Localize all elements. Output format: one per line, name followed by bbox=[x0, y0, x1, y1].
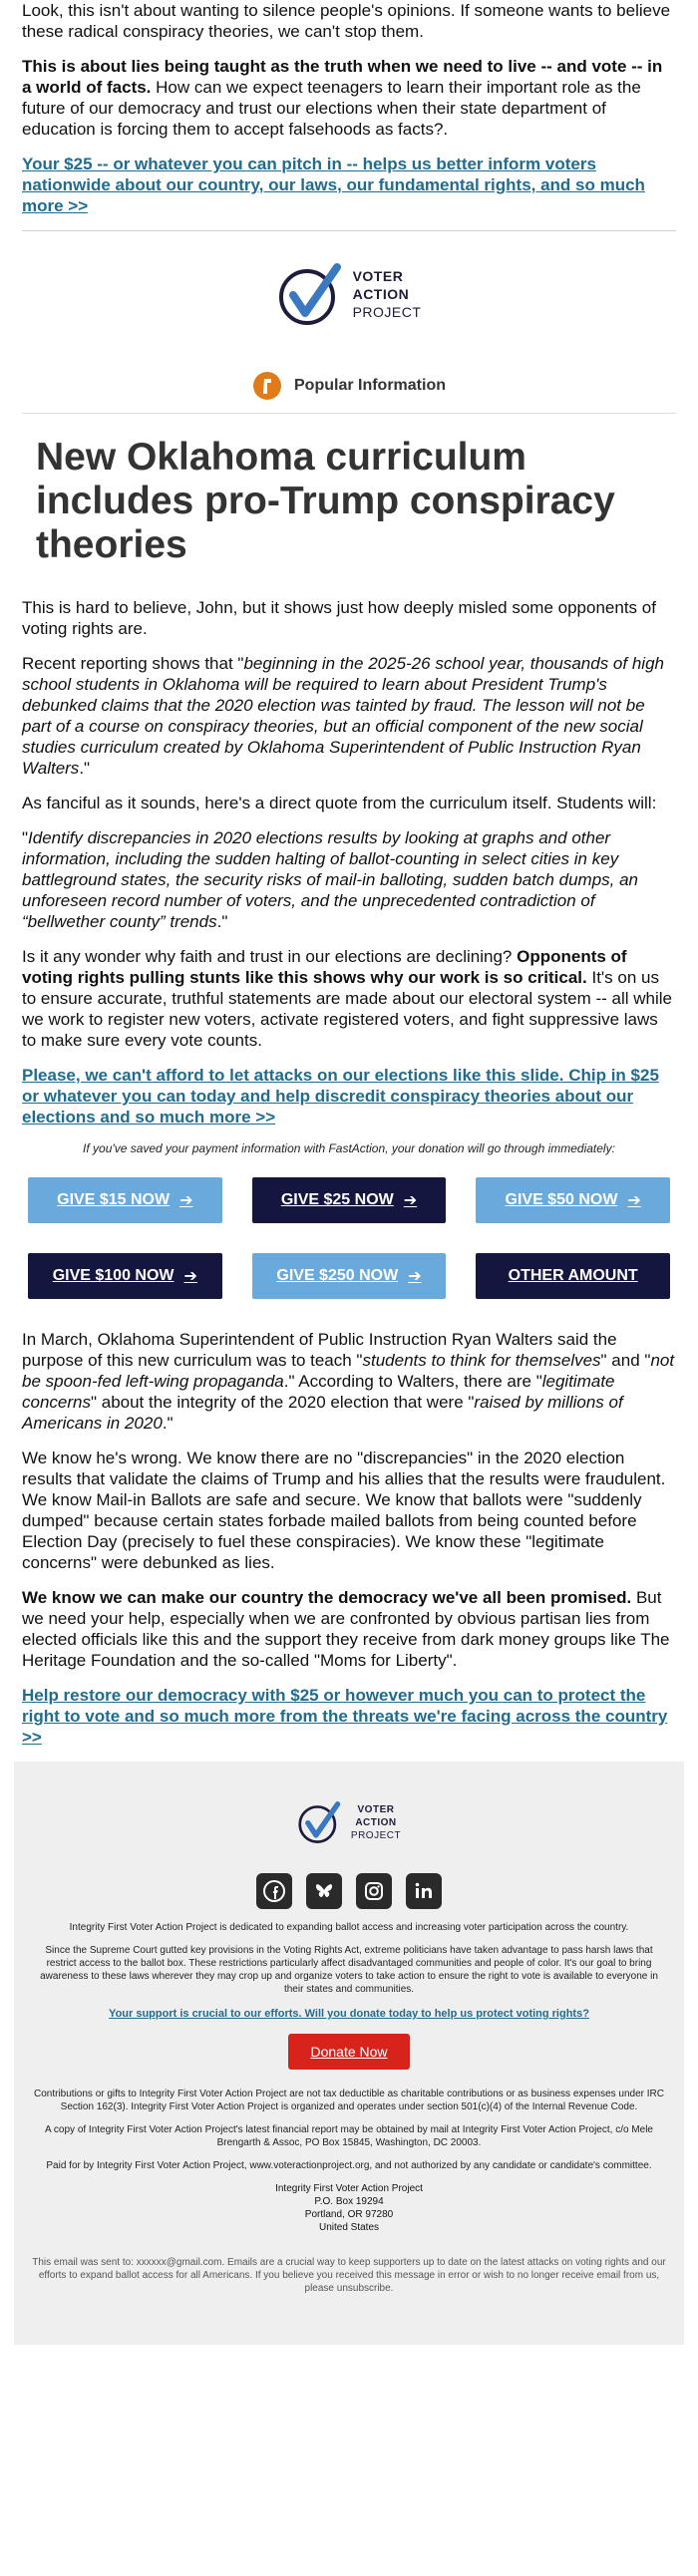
address-line-4: United States bbox=[318, 2222, 380, 2233]
donate-button-label: OTHER AMOUNT bbox=[508, 1267, 638, 1284]
address-line-2: P.O. Box 19294 bbox=[314, 2196, 384, 2207]
article-paragraph-4 bbox=[22, 827, 676, 932]
popular-information-icon bbox=[252, 371, 282, 401]
logo-line-3: PROJECT bbox=[352, 304, 422, 320]
address-line-1: Integrity First Voter Action Project bbox=[275, 2183, 423, 2194]
article-headline: New Oklahoma curriculum includes pro-Trump conspiracy theories bbox=[36, 436, 615, 566]
arrow-right-icon: ➔ bbox=[627, 1192, 641, 1209]
donate-button-label: GIVE $50 NOW bbox=[505, 1191, 618, 1208]
p6-quote-2: not be spoon-fed left-wing propaganda bbox=[22, 1351, 675, 1391]
p6-quote-1: students to think for themselves bbox=[362, 1351, 601, 1370]
curriculum-quote: Identify discrepancies in 2020 elections results by looking at graphs and other information, including the sudden halting of ballot-counting in select cities in key battleground states, the security risks of mail-in balloting, sudden batch dumps, an unforeseen record number of voters, and the unprecedented contradiction of “bellwether county” trends bbox=[22, 828, 639, 931]
footer-logo bbox=[32, 1801, 666, 1843]
arrow-right-icon: ➔ bbox=[183, 1268, 197, 1285]
donate-button-label: GIVE $100 NOW bbox=[52, 1267, 174, 1284]
footer-logo-wordmark bbox=[351, 1803, 401, 1842]
source-name: Popular Information bbox=[294, 377, 446, 394]
reporting-quote: beginning in the 2025-26 school year, thousands of high school students in Oklahoma will be required to learn about President Trump's debunked claims that the 2020 election was tainted by fraud. The lesson will not be part of a course on conspiracy theories, but an official component of the new social studies curriculum created by Oklahoma Superintendent of Public Instruction Ryan Walters bbox=[22, 654, 664, 778]
footer-address bbox=[32, 2182, 666, 2234]
footer-support-link[interactable]: Your support is crucial to our efforts. Will you donate today to help us protect voting rights? bbox=[109, 2008, 589, 2020]
p5-lead: Is it any wonder why faith and trust in our elections are declining? bbox=[22, 947, 518, 966]
p6-c: ." According to Walters, there are " bbox=[283, 1372, 542, 1391]
donate-button-1[interactable] bbox=[252, 1177, 447, 1223]
donate-link-1[interactable]: Your $25 -- or whatever you can pitch in -- helps us better inform voters nationwide about our country, our laws, our fundamental rights, and so much more >> bbox=[22, 155, 645, 215]
donate-button-3[interactable] bbox=[28, 1253, 222, 1299]
checkmark-logo-icon bbox=[277, 263, 345, 325]
footer-mission: Integrity First Voter Action Project is dedicated to expanding ballot access and increasing voter participation across the country. bbox=[69, 1922, 629, 1933]
p8-bold: We know we can make our country the democracy we've all been promised. bbox=[22, 1588, 632, 1607]
voter-action-project-logo bbox=[22, 231, 676, 355]
facebook-icon[interactable] bbox=[256, 1873, 292, 1909]
footer-paid-for: Paid for by Integrity First Voter Action Project, www.voteractionproject.org, and not authorized by any candidate or candidate's committee. bbox=[46, 2160, 652, 2171]
logo-line-3: PROJECT bbox=[350, 1829, 402, 1841]
article-paragraph-2 bbox=[22, 653, 676, 779]
intro-rest: How can we expect teenagers to learn their important role as the future of our democracy and trust our elections when their state department of education is forcing them to accept falsehoods as facts?. bbox=[22, 78, 641, 139]
donate-button-label: GIVE $15 NOW bbox=[57, 1191, 171, 1208]
article-paragraph-6 bbox=[22, 1329, 676, 1434]
donate-link-3[interactable]: Help restore our democracy with $25 or however much you can to protect the right to vote and so much more from the threats we're facing across the country >> bbox=[22, 1686, 668, 1747]
address-line-3: Portland, OR 97280 bbox=[304, 2209, 394, 2220]
logo-wordmark bbox=[353, 267, 422, 321]
p8-rest: But we need your help, especially when we are confronted by obvious partisan lies from elected officials like this and the support they receive from dark money groups like The Heritage Foundation and the so-called "Moms for Liberty". bbox=[22, 1588, 670, 1670]
logo-line-1: VOTER bbox=[352, 268, 404, 284]
intro-bold: This is about lies being taught as the truth when we need to live -- and vote -- in a world of facts. bbox=[22, 57, 663, 97]
quote-open: Recent reporting shows that " bbox=[22, 654, 244, 673]
donate-button-5[interactable] bbox=[476, 1253, 670, 1299]
intro-paragraph-1: Look, this isn't about wanting to silence people's opinions. If someone wants to believe these radical conspiracy theories, we can't stop them. bbox=[22, 1, 671, 41]
p6-quote-4: raised by millions of Americans in 2020 bbox=[22, 1393, 623, 1433]
logo-line-2: ACTION bbox=[355, 1816, 397, 1828]
donate-button-0[interactable] bbox=[28, 1177, 222, 1223]
donate-button-4[interactable] bbox=[252, 1253, 447, 1299]
quote-open: " bbox=[22, 828, 29, 847]
p6-a: In March, Oklahoma Superintendent of Public Instruction Ryan Walters said the purpose of this new curriculum was to teach " bbox=[22, 1330, 617, 1370]
p6-quote-3: legitimate concerns bbox=[22, 1372, 615, 1412]
donate-button-label: GIVE $250 NOW bbox=[276, 1267, 399, 1284]
fastaction-note: If you've saved your payment information with FastAction, your donation will go through immediately: bbox=[83, 1141, 615, 1155]
donate-button-2[interactable] bbox=[476, 1177, 670, 1223]
arrow-right-icon: ➔ bbox=[179, 1192, 193, 1209]
logo-line-1: VOTER bbox=[357, 1803, 395, 1815]
bluesky-icon[interactable] bbox=[306, 1873, 342, 1909]
article-paragraph-3: As fanciful as it sounds, here's a direct quote from the curriculum itself. Students will: bbox=[22, 794, 657, 812]
p6-d: " about the integrity of the 2020 election that were " bbox=[90, 1393, 475, 1412]
p6-e: ." bbox=[162, 1414, 174, 1433]
article-paragraph-7: We know he's wrong. We know there are no "discrepancies" in the 2020 election results that validate the claims of Trump and his allies that the results were fraudulent. We know Mail-in Ballots are safe and secure. We know that ballots were "suddenly dumped" because certain states forbade mailed ballots from being counted before Election Day (precisely to fuel these conspiracies). We know these "legitimate concerns" were debunked as lies. bbox=[22, 1449, 666, 1572]
article-paragraph-5 bbox=[22, 946, 676, 1051]
p6-b: " and " bbox=[600, 1351, 651, 1370]
donate-now-button[interactable]: Donate Now bbox=[288, 2034, 409, 2070]
quote-close: ." bbox=[79, 759, 91, 778]
donate-button-label: GIVE $25 NOW bbox=[280, 1191, 394, 1208]
p5-rest: It's on us to ensure accurate, truthful statements are made about our electoral system -- all while we work to register new voters, activate registered voters, and fight suppressive laws to make sure every vote counts. bbox=[22, 968, 672, 1050]
instagram-icon[interactable] bbox=[356, 1873, 392, 1909]
article-paragraph-8 bbox=[22, 1587, 676, 1671]
source-header bbox=[22, 355, 676, 409]
arrow-right-icon: ➔ bbox=[408, 1268, 422, 1285]
email-footer bbox=[14, 1762, 684, 2345]
quote-close: ." bbox=[216, 912, 228, 931]
footer-tax-note: Contributions or gifts to Integrity First Voter Action Project are not tax deductible as charitable contributions or as business expenses under IRC Section 162(3). Integrity First Voter Action Project is organized and operates under section 501(c)(4) of the Internal Revenue Code. bbox=[34, 2089, 664, 2112]
footer-sent-to: This email was sent to: xxxxxx@gmail.com. Emails are a crucial way to keep supporters up to date on the latest attacks on voting rights and our efforts to expand ballot access for all Americans. If you believe you received this message in error or wish to no longer receive email from us, please unsubscribe. bbox=[32, 2257, 666, 2294]
donate-link-2[interactable]: Please, we can't afford to let attacks on our elections like this slide. Chip in $25 or whatever you can today and help discredit conspiracy theories about our elections and so much more >> bbox=[22, 1066, 659, 1127]
donation-button-grid bbox=[22, 1177, 676, 1299]
checkmark-logo-icon bbox=[297, 1801, 343, 1843]
logo-line-2: ACTION bbox=[352, 286, 410, 302]
p5-bold: Opponents of voting rights pulling stunts like this shows why our work is so critical. bbox=[22, 947, 627, 987]
arrow-right-icon: ➔ bbox=[403, 1192, 418, 1209]
article-paragraph-1: This is hard to believe, John, but it shows just how deeply misled some opponents of voting rights are. bbox=[22, 598, 656, 638]
footer-financial-note: A copy of Integrity First Voter Action Project's latest financial report may be obtained by mail at Integrity First Voter Action Project, c/o Mele Brengarth & Assoc, PO Box 15845, Washington, DC 20003. bbox=[45, 2124, 653, 2148]
intro-paragraph-2 bbox=[22, 56, 676, 140]
linkedin-icon[interactable] bbox=[406, 1873, 442, 1909]
footer-since: Since the Supreme Court gutted key provisions in the Voting Rights Act, extreme politicians have taken advantage to pass harsh laws that restrict access to the ballot box. These restrictions particularly affect disadvantaged communities and people of color. It's our goal to bring awareness to these laws wherever they may crop up and organize voters to take action to ensure the right to vote is available to everyone in their states and communities. bbox=[40, 1945, 658, 1995]
social-links bbox=[32, 1873, 666, 1909]
